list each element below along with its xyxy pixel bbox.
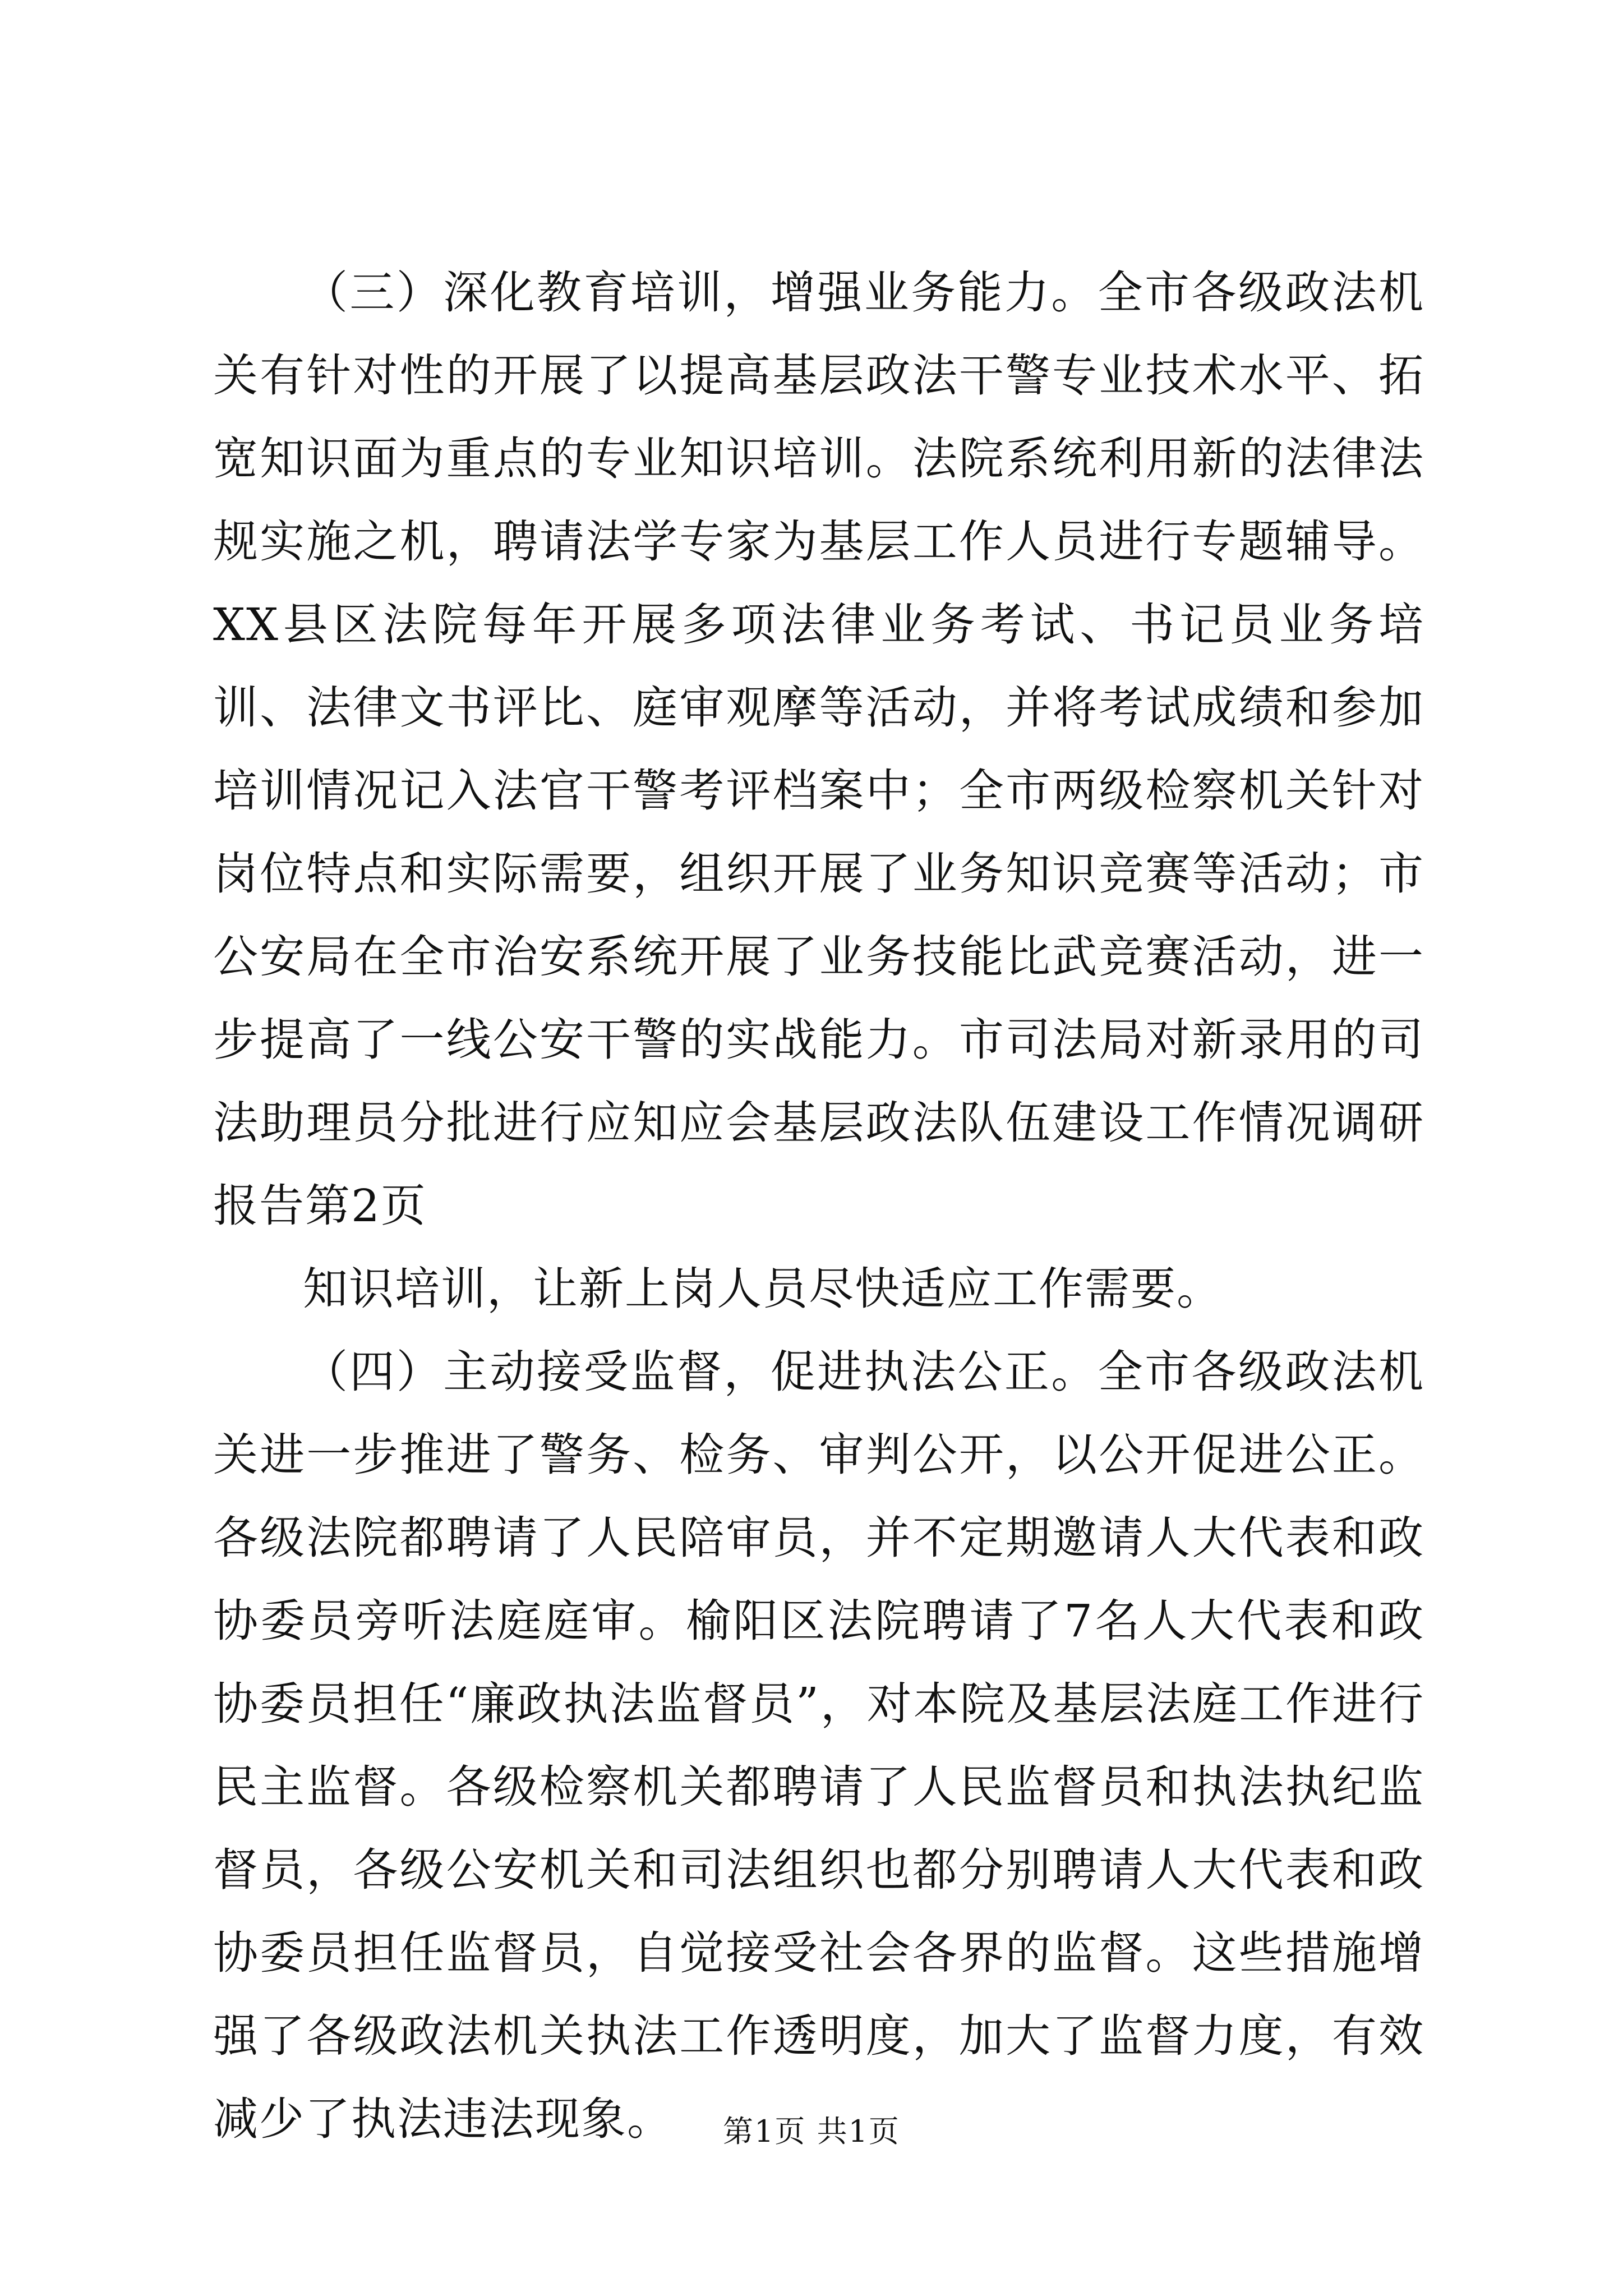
document-body — [213, 251, 1424, 2161]
paragraph-education-training: （三）深化教育培训，增强业务能力。全市各级政法机关有针对性的开展了以提高基层政法干警专业技术水平、拓宽知识面为重点的专业知识培训。法院系统利用新的法律法规实施之机，聘请法学专家为基层工作人员进行专题辅导。XX县区法院每年开展多项法律业务考试、书记员业务培训、法律文书评比、庭审观摩等活动，并将考试成绩和参加培训情况记入法官干警考评档案中；全市两级检察机关针对岗位特点和实际需要，组织开展了业务知识竞赛等活动；市公安局在全市治安系统开展了业务技能比武竞赛活动，进一步提高了一线公安干警的实战能力。市司法局对新录用的司法助理员分批进行应知应会基层政法队伍建设工作情况调研报告第2页 — [213, 266, 1424, 1232]
page-footer: 第1页 共1页 — [723, 2114, 900, 2149]
paragraph-training-continuation: 知识培训，让新上岗人员尽快适应工作需要。 — [303, 1263, 1223, 1315]
paragraph-supervision: （四）主动接受监督，促进执法公正。全市各级政法机关进一步推进了警务、检务、审判公开，以公开促进公正。各级法院都聘请了人民陪审员，并不定期邀请人大代表和政协委员旁听法庭庭审。榆阳区法院聘请了7名人大代表和政协委员担任“廉政执法监督员”，对本院及基层法庭工作进行民主监督。各级检察机关都聘请了人民监督员和执法执纪监督员，各级公安机关和司法组织也都分别聘请人大代表和政协委员担任监督员，自觉接受社会各界的监督。这些措施增强了各级政法机关执法工作透明度，加大了监督力度，有效减少了执法违法现象。 — [213, 1346, 1424, 2145]
